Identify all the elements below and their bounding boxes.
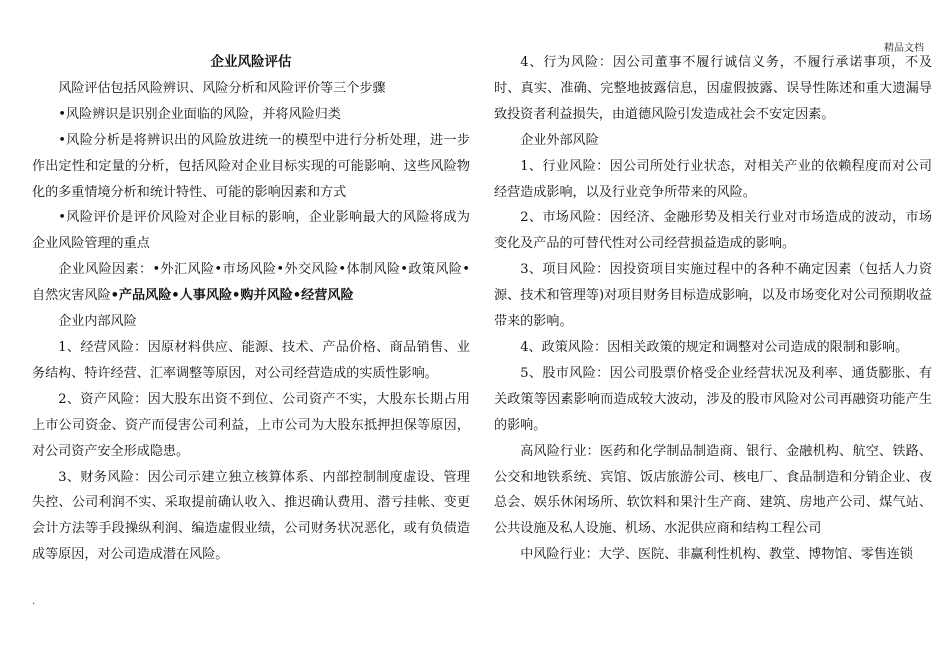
internal-risk-item-2: 2、资产风险：因大股东出资不到位、公司资产不实，大股东长期占用上市公司资金、资产而侵害公司利益，上市公司为大股东抵押担保等原因，对公司资产安全形成隐患。 [32,391,470,459]
external-risk-heading: 企业外部风险 [520,132,599,148]
header-mark: 精品文档 [884,43,924,54]
bullet-risk-identification: •风险辨识是识别企业面临的风险，并将风险归类 [58,106,341,122]
external-risk-item-2: 2、市场风险：因经济、金融形势及相关行业对市场造成的波动，市场变化及产品的可替代性对公司经营损益造成的影响。 [494,210,932,252]
left-column [32,50,470,568]
external-risk-item-4: 4、政策风险：因相关政策的规定和调整对公司造成的限制和影响。 [520,339,909,355]
medium-risk-industries: 中风险行业：大学、医院、非赢利性机构、教堂、博物馆、零售连锁 [520,547,913,563]
internal-risk-heading: 企业内部风险 [58,314,137,330]
intro-paragraph: 风险评估包括风险辨识、风险分析和风险评价等三个步骤 [58,80,386,96]
internal-risk-item-4: 4、行为风险：因公司董事不履行诚信义务，不履行承诺事项，不及时、真实、准确、完整地披露信息，因虚假披露、误导性陈述和重大遗漏导致投资者利益损失，由道德风险引发造成社会不安定因素。 [494,55,932,122]
footer-mark: . [32,596,36,607]
risk-factors-normal: 企业风险因素：•外汇风险•市场风险•外交风险•体制风险•政策风险•自然灾害风险 [32,262,470,304]
document-title: 企业风险评估 [210,54,292,70]
bullet-risk-analysis: •风险分析是将辨识出的风险放进统一的模型中进行分析处理，进一步作出定性和定量的分析，包括风险对企业目标实现的可能影响、这些风险物化的多重情境分析和统计特性、可能的影响因素和方式 [32,132,470,200]
internal-risk-item-3: 3、财务风险：因公司示建立独立核算体系、内部控制制度虚设、管理失控、公司利润不实、采取提前确认收入、推迟确认费用、潜亏挂帐、变更会计方法等手段操纵利润、编造虚假业绩，公司财务状况恶化，或有负债造成等原因，对公司造成潜在风险。 [32,469,470,563]
internal-risk-item-1: 1、经营风险：因原材料供应、能源、技术、产品价格、商品销售、业务结构、特许经营、汇率调整等原因，对公司经营造成的实质性影响。 [32,339,470,381]
risk-factors-paragraph [32,257,470,309]
external-risk-item-5: 5、股市风险：因公司股票价格受企业经营状况及利率、通货膨胀、有关政策等因素影响而造成较大波动，涉及的股市风险对公司再融资功能产生的影响。 [494,365,932,433]
risk-factors-bold: •产品风险•人事风险•购并风险•经营风险 [110,288,354,304]
right-column [494,50,932,568]
external-risk-item-3: 3、项目风险：因投资项目实施过程中的各种不确定因素（包括人力资源、技术和管理等)对项目财务目标造成影响，以及市场变化对公司预期收益带来的影响。 [494,262,932,330]
high-risk-industries: 高风险行业：医药和化学制品制造商、银行、金融机构、航空、铁路、公交和地铁系统、宾馆、饭店旅游公司、核电厂、食品制造和分销企业、夜总会、娱乐休闲场所、软饮料和果汁生产商、建筑、房地产公司、煤气站、公共设施及私人设施、机场、水泥供应商和结构工程公司 [494,443,932,537]
external-risk-item-1: 1、行业风险：因公司所处行业状态，对相关产业的依赖程度而对公司经营造成影响，以及行业竞争所带来的风险。 [494,158,932,200]
bullet-risk-evaluation: •风险评价是评价风险对企业目标的影响，企业影响最大的风险将成为企业风险管理的重点 [32,210,470,252]
